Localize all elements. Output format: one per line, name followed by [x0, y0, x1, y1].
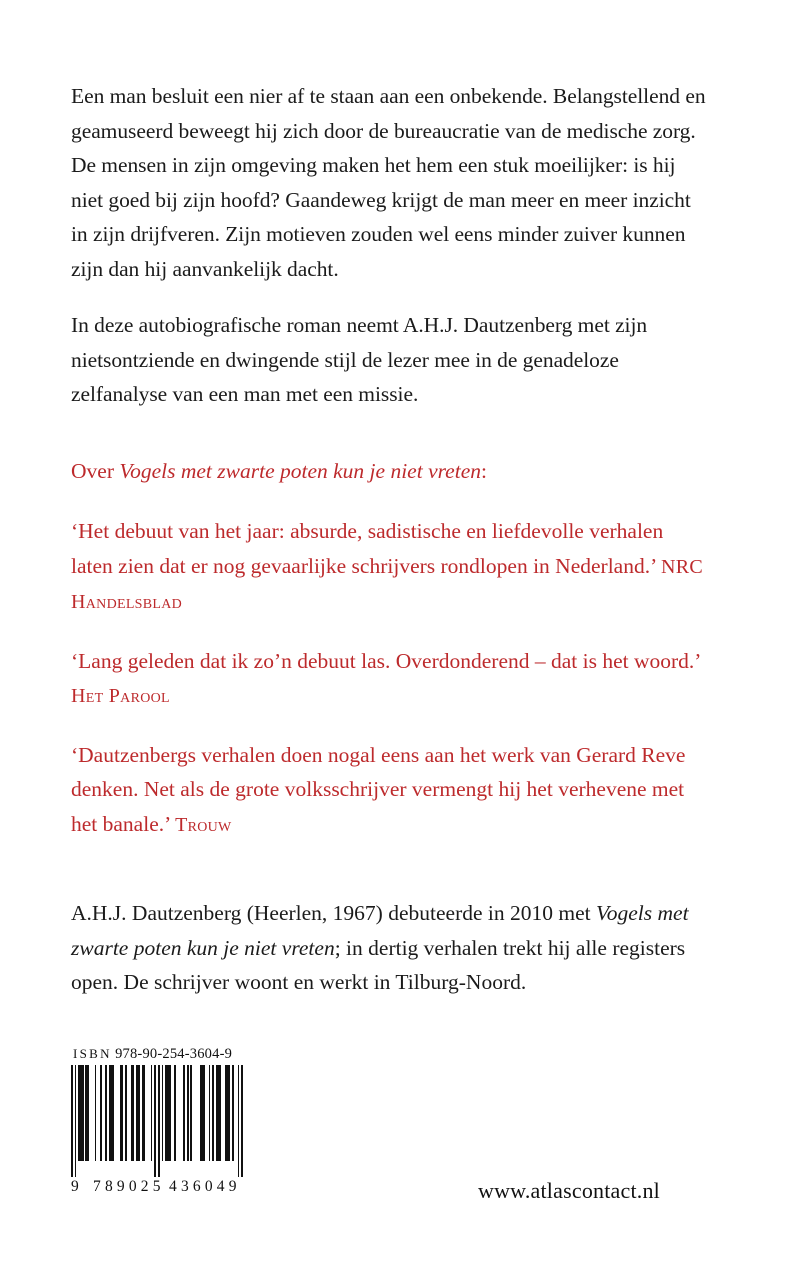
press-intro-prefix: Over	[71, 458, 120, 483]
isbn-line	[71, 1046, 251, 1062]
press-intro-line	[71, 454, 709, 489]
press-quote-2-source: Het Parool	[71, 685, 170, 707]
synopsis-paragraph-1: Een man besluit een nier af te staan aan een onbekende. Belangstellend en geamuseerd beweegt hij zich door de bureaucratie van de medische zorg. De mensen in zijn omgeving maken het hem een stuk moeilijker: is hij niet goed bij zijn hoofd? Gaandeweg krijgt de man meer en meer inzicht in zijn drijfveren. Zijn motieven zouden wel eens minder zuiver kunnen zijn dan hij aanvankelijk dacht.	[71, 84, 706, 281]
author-bio-part2: ; in dertig verhalen trekt hij alle registers open. De schrijver woont en werkt in Tilburg-Noord.	[71, 935, 686, 994]
author-bio-block	[71, 896, 709, 1000]
author-bio-book-title: Vogels met zwarte poten kun je niet vreten	[71, 901, 689, 960]
press-quotes-block	[71, 454, 709, 843]
press-quote-3-source: Trouw	[175, 813, 232, 836]
synopsis-paragraph-2: In deze autobiografische roman neemt A.H.J. Dautzenberg met zijn nietsontziende en dwingende stijl de lezer mee in de genadeloze zelfanalyse van een man met een missie.	[71, 313, 648, 406]
barcode-area	[71, 1046, 251, 1200]
barcode-digits-right: 436049	[169, 1178, 241, 1195]
press-intro-suffix: :	[481, 458, 487, 483]
isbn-number: 978-90-254-3604-9	[115, 1046, 233, 1062]
barcode-digits-left: 789025	[93, 1178, 165, 1195]
press-quote-2-text: ‘Lang geleden dat ik zo’n debuut las. Overdonderend – dat is het woord.’	[71, 648, 700, 673]
isbn-label: ISBN	[73, 1046, 112, 1061]
ean13-barcode	[71, 1065, 243, 1177]
press-quote-1-source: NRC Handelsblad	[71, 555, 704, 613]
press-quote-2	[71, 644, 709, 714]
press-quote-1	[71, 514, 709, 620]
barcode-digits	[71, 1178, 251, 1200]
press-quote-3	[71, 738, 709, 843]
cover-text-content	[71, 79, 709, 1000]
author-bio-part1: A.H.J. Dautzenberg (Heerlen, 1967) debuteerde in 2010 met	[71, 901, 596, 925]
author-bio-paragraph	[71, 896, 709, 1000]
barcode-bars	[71, 1065, 243, 1177]
press-quote-1-text: ‘Het debuut van het jaar: absurde, sadistische en liefdevolle verhalen laten zien dat er nog gevaarlijke schrijvers rondlopen in Nederland.’	[71, 519, 664, 578]
press-quote-3-text: ‘Dautzenbergs verhalen doen nogal eens aan het werk van Gerard Reve denken. Net als de grote volksschrijver vermengt hij het verhevene met het banale.’	[71, 742, 686, 836]
press-intro-book-title: Vogels met zwarte poten kun je niet vreten	[119, 458, 481, 483]
publisher-website[interactable]: www.atlascontact.nl	[478, 1178, 660, 1203]
barcode-digit-lead: 9	[71, 1178, 79, 1195]
